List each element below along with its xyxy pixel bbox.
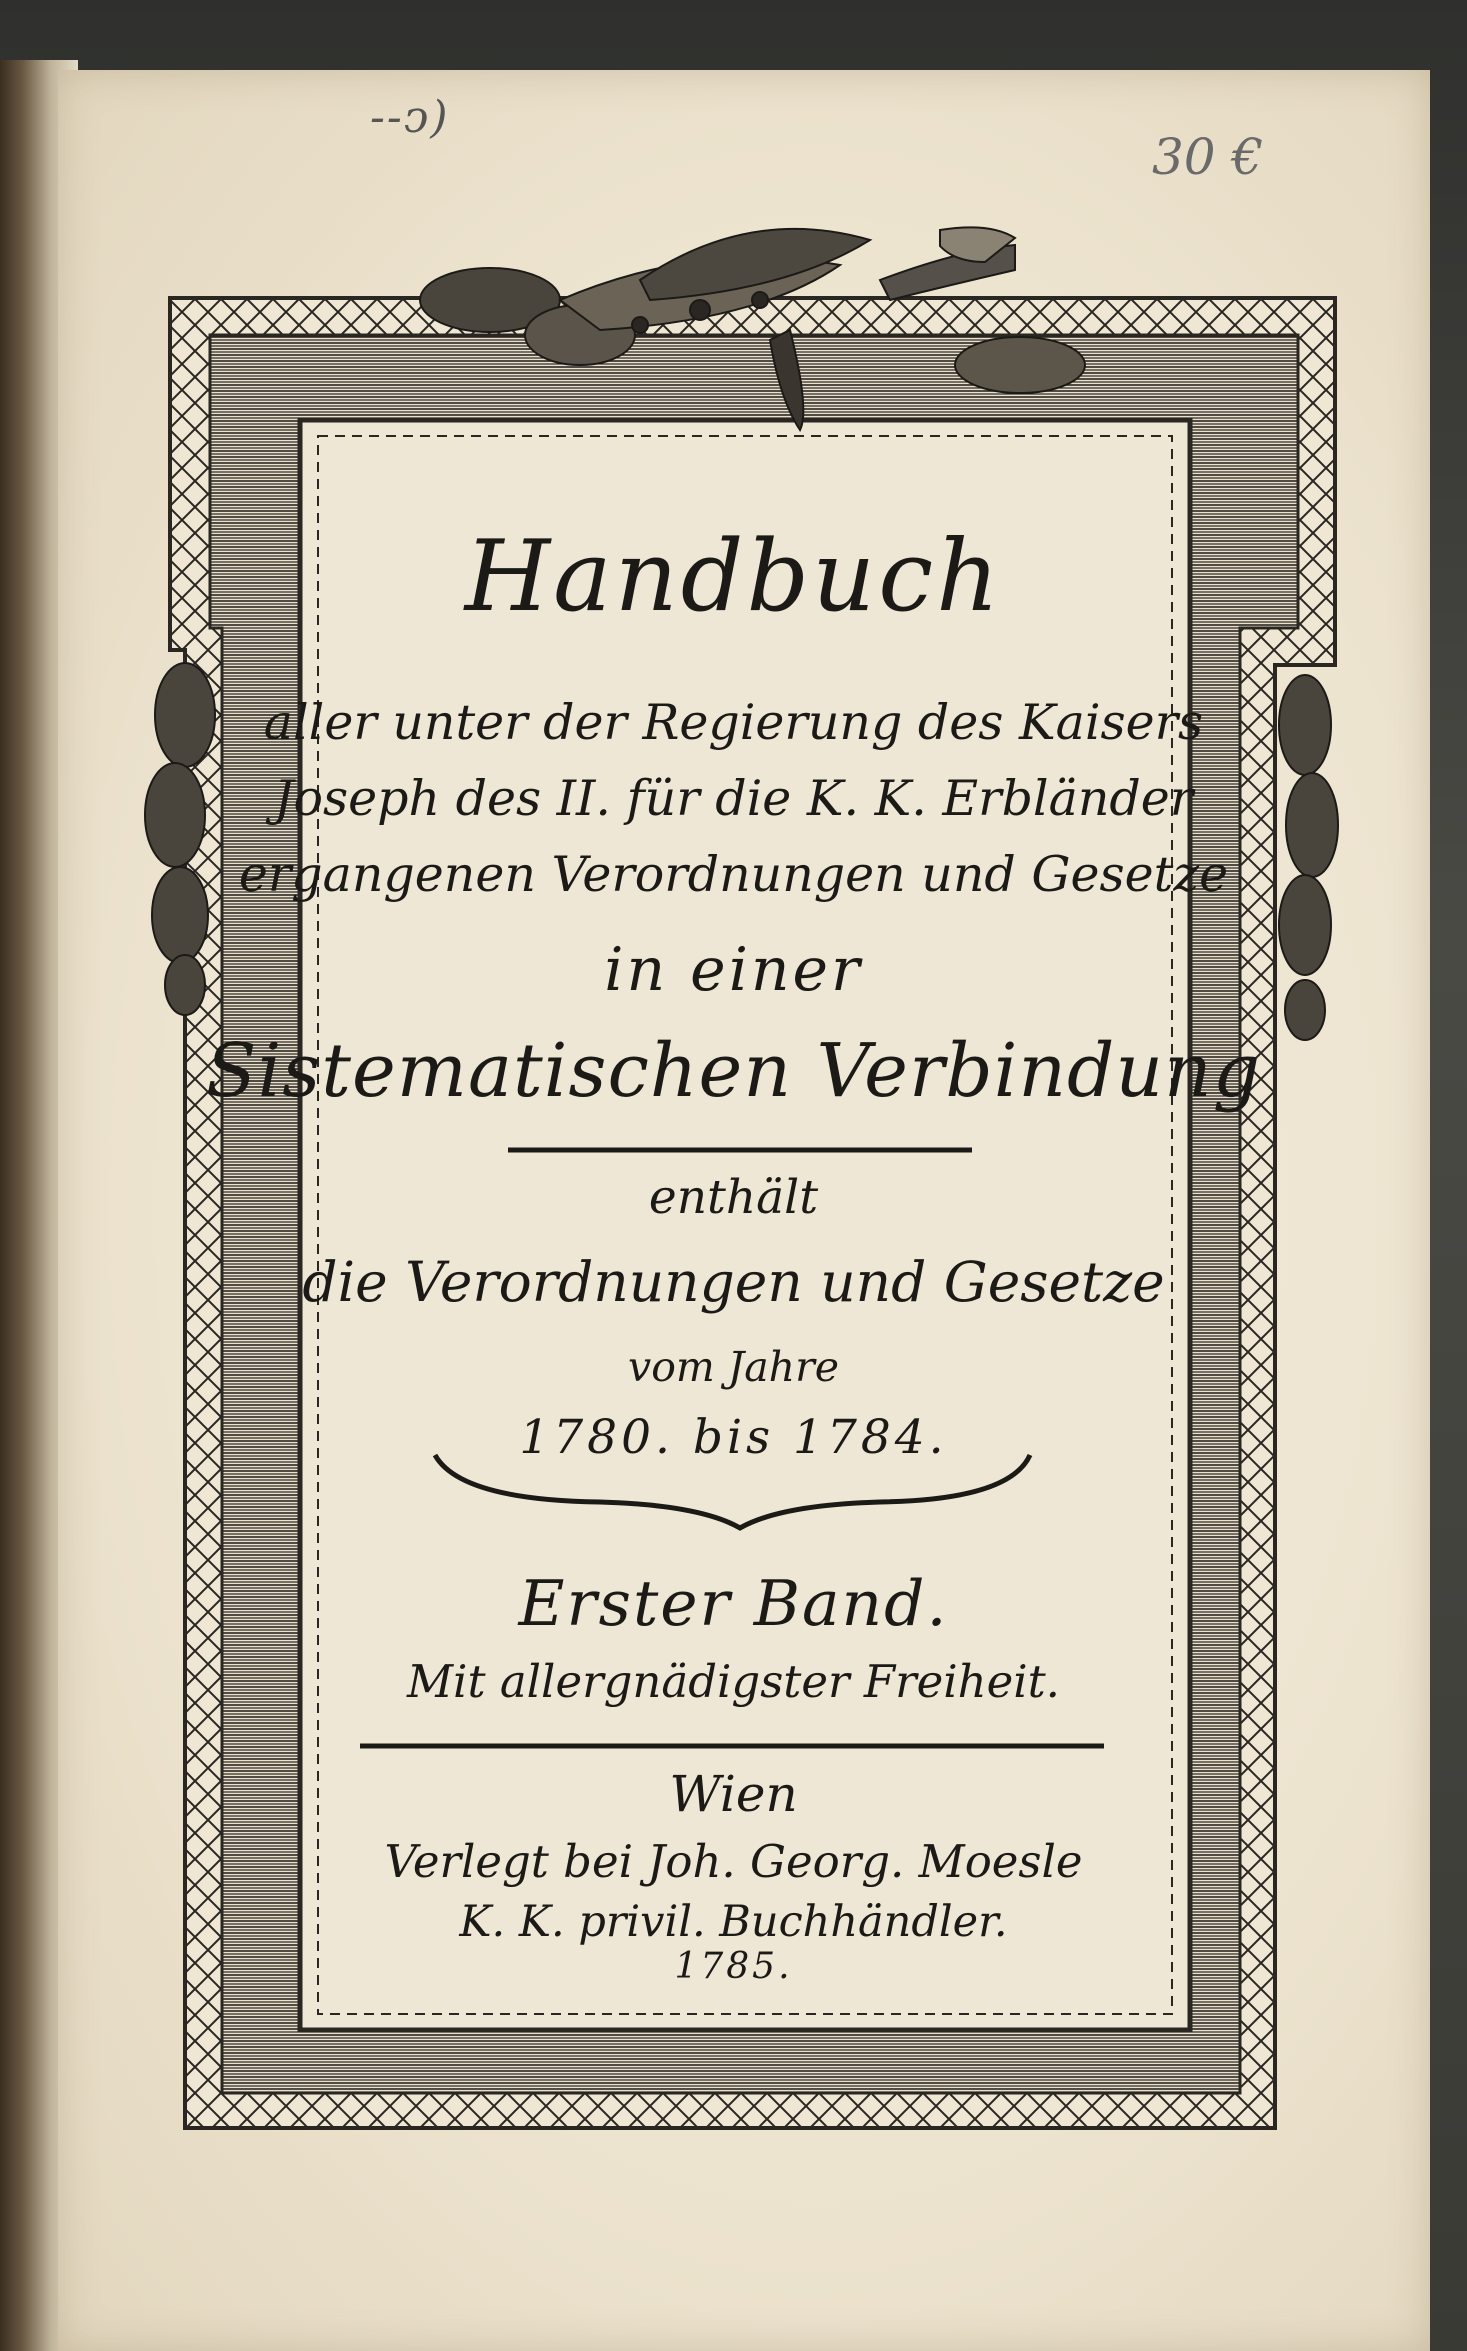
volume-label: Erster Band. — [518, 1567, 949, 1640]
subtitle-line-2: Joseph des II. für die K. K. Erbländer — [273, 770, 1194, 827]
publisher-line-2: K. K. privil. Buchhändler. — [459, 1897, 1008, 1947]
contents-line: die Verordnungen und Gesetze — [302, 1250, 1165, 1314]
from-year-text: vom Jahre — [628, 1343, 839, 1391]
contains-text: enthält — [648, 1170, 819, 1225]
place-of-publication: Wien — [669, 1765, 798, 1823]
book-title: Handbuch — [464, 520, 1003, 634]
publisher-line-1: Verlegt bei Joh. Georg. Moesle — [384, 1835, 1083, 1888]
publication-year: 1785. — [674, 1946, 793, 1987]
system-line: Sistematischen Verbindung — [205, 1028, 1262, 1114]
connector-text: in einer — [604, 935, 863, 1005]
subtitle-line-3: ergangenen Verordnungen und Gesetze — [238, 846, 1229, 903]
pencil-mark: --ↄ) — [370, 92, 450, 143]
year-range: 1780. bis 1784. — [519, 1410, 948, 1465]
privilege-line: Mit allergnädigster Freiheit. — [406, 1655, 1060, 1708]
subtitle-line-1: aller unter der Regierung des Kaisers — [263, 694, 1204, 751]
pencil-price: 30 € — [1152, 128, 1264, 186]
